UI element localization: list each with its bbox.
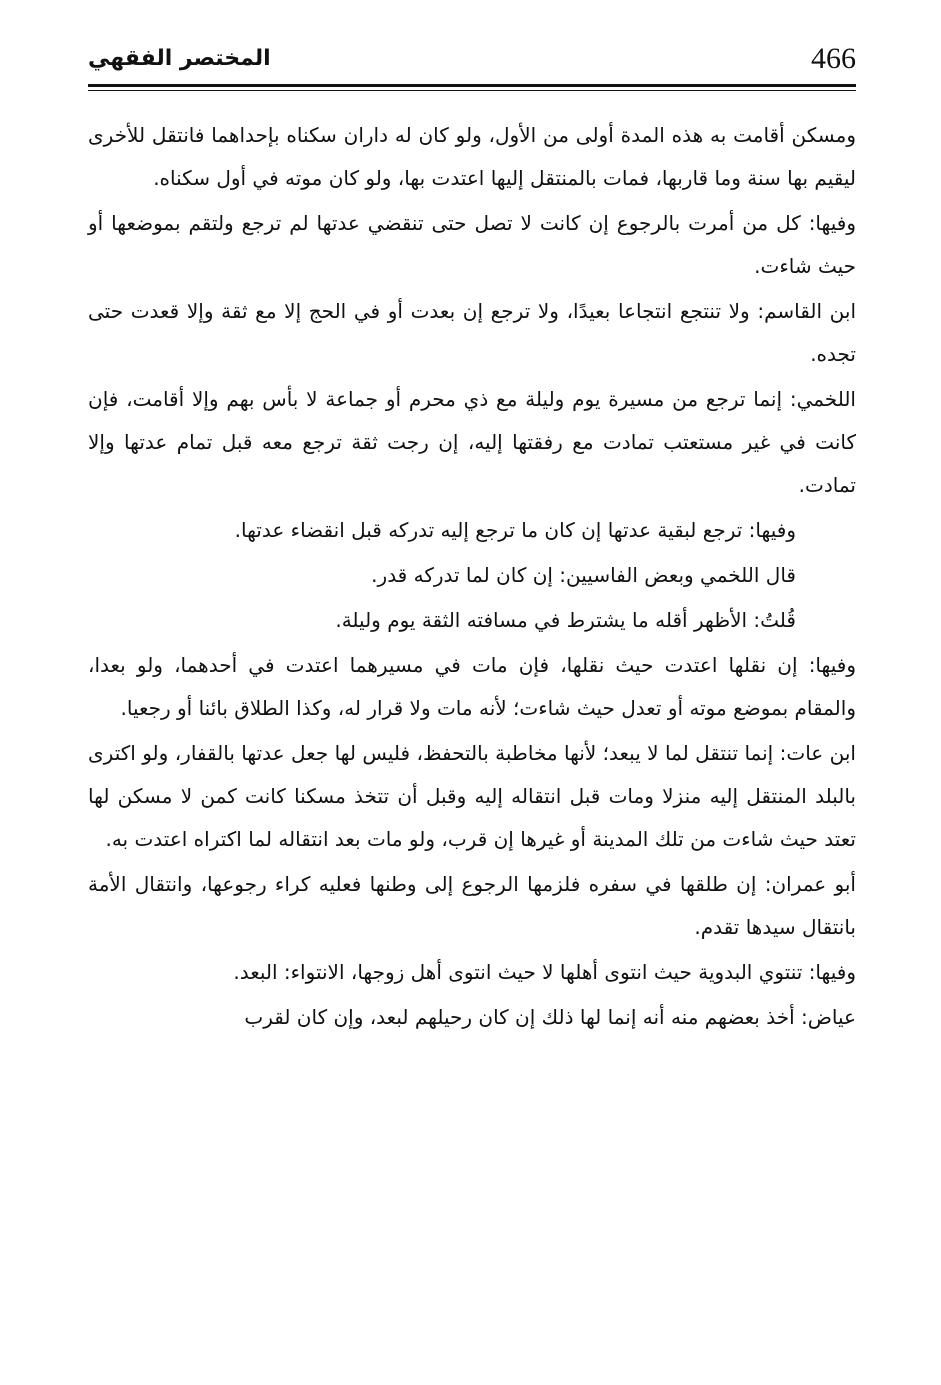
paragraph: وفيها: إن نقلها اعتدت حيث نقلها، فإن مات في مسيرهما اعتدت في أحدهما، ولو بعدا، والمقام بموضع موته أو تعدل حيث شاءت؛ لأنه مات ولا قرار له، وكذا الطلاق بائنا أو رجعيا. bbox=[88, 653, 856, 720]
paragraph-indented: وفيها: ترجع لبقية عدتها إن كان ما ترجع إليه تدركه قبل انقضاء عدتها. bbox=[234, 518, 796, 542]
header-rule-thick bbox=[88, 84, 856, 87]
paragraph: اللخمي: إنما ترجع من مسيرة يوم وليلة مع ذي محرم أو جماعة لا بأس بهم وإلا أقامت، فإن كانت في غير مستعتب تمادت مع رفقتها إليه، إن رجت ثقة ترجع معه قبل تمام عدتها وإلا تمادت. bbox=[88, 387, 856, 497]
book-page bbox=[88, 40, 856, 1360]
paragraph: أبو عمران: إن طلقها في سفره فلزمها الرجوع إلى وطنها فعليه كراء رجوعها، وانتقال الأمة بانتقال سيدها تقدم. bbox=[88, 872, 856, 939]
header-rule-thin bbox=[88, 90, 856, 91]
paragraph: وفيها: تنتوي البدوية حيث انتوى أهلها لا حيث انتوى أهل زوجها، الانتواء: البعد. bbox=[233, 960, 856, 984]
paragraph: ابن عات: إنما تنتقل لما لا يبعد؛ لأنها مخاطبة بالتحفظ، فليس لها جعل عدتها بالقفار، ولو اكترى بالبلد المنتقل إليه منزلا ومات قبل انتقاله إليه وقبل أن تتخذ مسكنا كانت كمن لا مسكن لها تعتد حيث شاءت من تلك المدينة أو غيرها إن قرب، ولو مات بعد انتقاله لما اكتراه اعتدت به. bbox=[88, 741, 856, 851]
paragraph: عياض: أخذ بعضهم منه أنه إنما لها ذلك إن كان رحيلهم لبعد، وإن كان لقرب bbox=[244, 1005, 856, 1029]
paragraph: وفيها: كل من أمرت بالرجوع إن كانت لا تصل حتى تنقضي عدتها لم ترجع ولتقم بموضعها أو حيث شاءت. bbox=[88, 211, 856, 278]
paragraph-indented: قال اللخمي وبعض الفاسيين: إن كان لما تدركه قدر. bbox=[371, 563, 796, 587]
paragraph: ابن القاسم: ولا تنتجع انتجاعا بعيدًا، ولا ترجع إن بعدت أو في الحج إلا مع ثقة وإلا قعدت حتى تجده. bbox=[88, 299, 856, 366]
page-header bbox=[88, 40, 856, 84]
running-title: المختصر الفقهي bbox=[88, 46, 271, 71]
paragraph-indented: قُلتُ: الأظهر أقله ما يشترط في مسافته الثقة يوم وليلة. bbox=[335, 608, 796, 632]
page-number: 466 bbox=[811, 42, 856, 75]
body-text bbox=[88, 114, 856, 1039]
paragraph: ومسكن أقامت به هذه المدة أولى من الأول، ولو كان له داران سكناه بإحداهما فانتقل للأخرى ليقيم بها سنة وما قاربها، فمات بالمنتقل إليها اعتدت بها، ولو كان موته في أول سكناه. bbox=[88, 123, 856, 190]
